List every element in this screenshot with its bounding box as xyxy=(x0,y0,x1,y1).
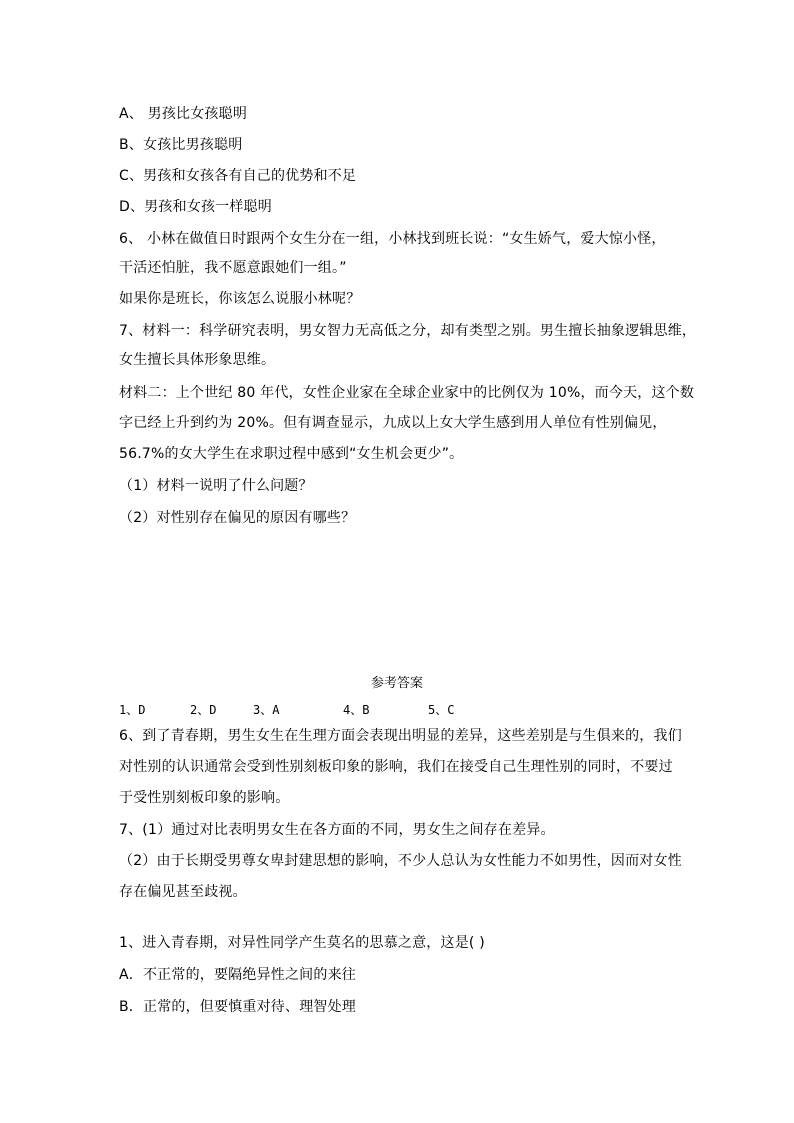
answer-choice-4: 4、B xyxy=(343,703,370,717)
answer-7-line-3: 存在偏见甚至歧视。 xyxy=(119,884,247,900)
answers-title: 参考答案 xyxy=(370,676,423,691)
option-a: A、 男孩比女孩聪明 xyxy=(119,106,248,122)
option-b: B、女孩比男孩聪明 xyxy=(119,137,243,153)
question-7-sub-1: （1）材料一说明了什么问题？ xyxy=(119,478,313,494)
answer-choice-1: 1、D xyxy=(119,703,146,717)
answer-choice-3: 3、A xyxy=(253,703,280,717)
question-6-line-2: 干活还怕脏，我不愿意跟她们一组。” xyxy=(119,260,347,276)
answer-6-line-2: 对性别的认识通常会受到性别刻板印象的影响，我们在接受自己生理性别的同时，不要过 xyxy=(119,759,673,775)
question-7-material-1-line-2: 女生擅长具体形象思维。 xyxy=(119,352,276,368)
question-7-material-2-line-1: 材料二：上个世纪 80 年代，女性企业家在全球企业家中的比例仅为 10%，而今天，这个数 xyxy=(119,385,695,401)
answer-6-line-3: 于受性别刻板印象的影响。 xyxy=(119,790,290,806)
question-7-material-2-line-3: 56.7%的女大学生在求职过程中感到“女生机会更少”。 xyxy=(119,446,464,462)
answer-6-line-1: 6、到了青春期，男生女生在生理方面会表现出明显的差异，这些差别是与生俱来的，我们 xyxy=(119,728,682,744)
question-6-line-1: 6、 小林在做值日时跟两个女生分在一组，小林找到班长说：“女生娇气，爱大惊小怪， xyxy=(119,231,666,247)
next-question-stem: 1、进入青春期，对异性同学产生莫名的思慕之意，这是( ) xyxy=(119,935,485,951)
option-d: D、男孩和女孩一样聪明 xyxy=(119,199,272,215)
answer-choice-5: 5、C xyxy=(428,703,455,717)
option-c: C、男孩和女孩各有自己的优势和不足 xyxy=(119,168,357,184)
question-7-material-1-line-1: 7、材料一：科学研究表明，男女智力无高低之分，却有类型之别。男生擅长抽象逻辑思维， xyxy=(119,323,697,339)
answer-7-line-1: 7、(1）通过对比表明男女生在各方面的不同，男女生之间存在差异。 xyxy=(119,822,555,838)
question-6-prompt: 如果你是班长，你该怎么说服小林呢？ xyxy=(119,291,361,307)
answer-choice-2: 2、D xyxy=(190,703,217,717)
next-question-option-b: B．正常的，但要慎重对待、理智处理 xyxy=(119,999,357,1015)
question-7-material-2-line-2: 字已经上升到约为 20%。但有调查显示，九成以上女大学生感到用人单位有性别偏见， xyxy=(119,415,667,431)
answer-7-line-2: （2）由于长期受男尊女卑封建思想的影响，不少人总认为女性能力不如男性，因而对女性 xyxy=(119,853,682,869)
next-question-option-a: A．不正常的，要隔绝异性之间的来往 xyxy=(119,967,356,983)
question-7-sub-2: （2）对性别存在偏见的原因有哪些？ xyxy=(119,510,356,526)
